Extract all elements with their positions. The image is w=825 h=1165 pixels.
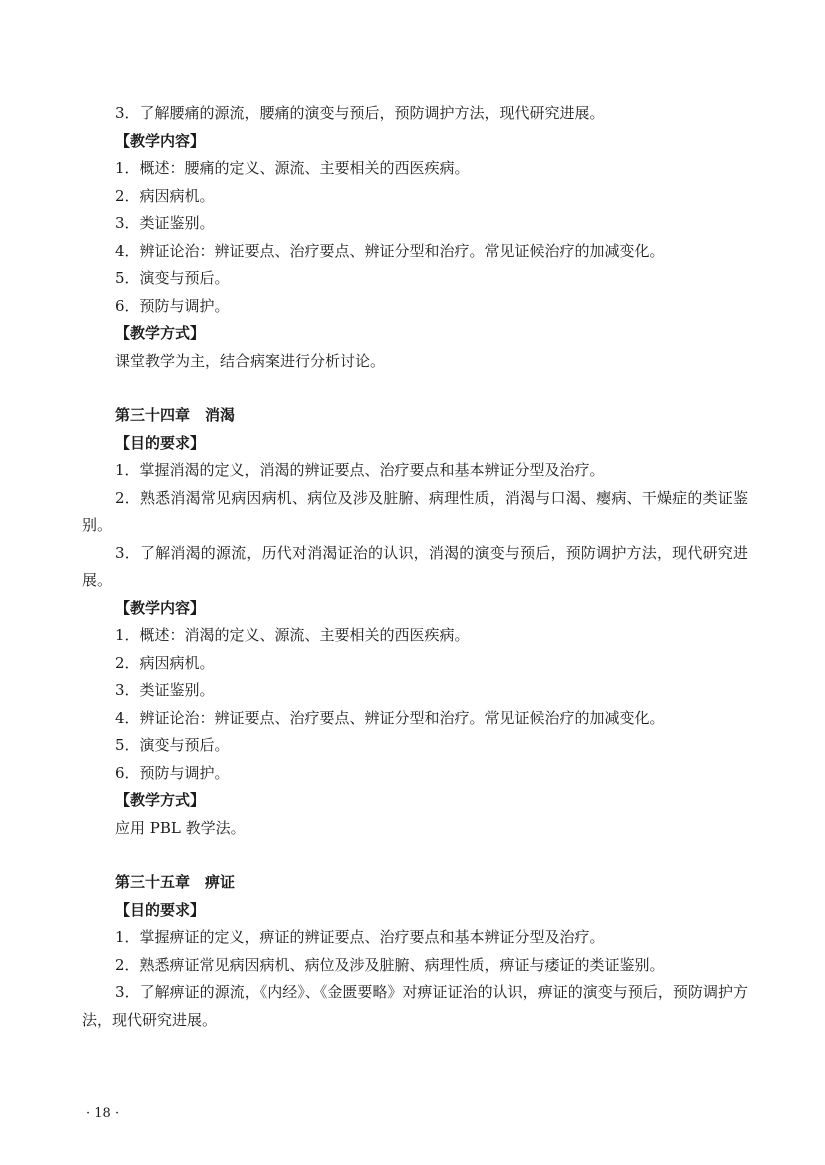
content-item: 6．预防与调护。: [115, 296, 230, 315]
document-page: [82, 100, 748, 1034]
content-item: 5．演变与预后。: [115, 269, 230, 287]
content-item: 6．预防与调护。: [115, 763, 230, 782]
section-gap: [82, 375, 748, 402]
goal-item: 1．掌握痹证的定义，痹证的辨证要点、治疗要点和基本辨证分型及治疗。: [115, 928, 605, 946]
chapter-title: 第三十五章 痹证: [115, 873, 236, 891]
content-item: 4．辨证论治：辨证要点、治疗要点、辨证分型和治疗。常见证候治疗的加减变化。: [115, 708, 665, 727]
method-text: 应用 PBL 教学法。: [115, 818, 246, 837]
goal-item: 2．熟悉消渴常见病因病机、病位及涉及脏腑、病理性质，消渴与口渴、瘿病、干燥症的类证鉴别。: [82, 488, 748, 534]
section-heading-goals: 【目的要求】: [115, 900, 206, 919]
section-gap: [82, 842, 748, 869]
goal-item: 1．掌握消渴的定义，消渴的辨证要点、治疗要点和基本辨证分型及治疗。: [115, 461, 605, 479]
content-item: 3．类证鉴别。: [115, 214, 215, 232]
goal-item: 2．熟悉痹证常见病因病机、病位及涉及脏腑、病理性质，痹证与痿证的类证鉴别。: [115, 955, 665, 974]
page-number: · 18 ·: [86, 1106, 120, 1121]
method-text: 课堂教学为主，结合病案进行分析讨论。: [115, 351, 386, 370]
content-item: 2．病因病机。: [115, 653, 215, 672]
section-heading-method: 【教学方式】: [115, 324, 206, 342]
chapter-title: 第三十四章 消渴: [115, 406, 236, 424]
section-heading-goals: 【目的要求】: [115, 433, 206, 452]
section-heading-method: 【教学方式】: [115, 791, 206, 809]
content-item: 2．病因病机。: [115, 186, 215, 205]
goal-item: 3．了解痹证的源流，《内经》、《金匮要略》对痹证证治的认识，痹证的演变与预后，预防调护方法，现代研究进展。: [82, 983, 748, 1029]
content-item: 1．概述：消渴的定义、源流、主要相关的西医疾病。: [115, 626, 470, 644]
content-item: 4．辨证论治：辨证要点、治疗要点、辨证分型和治疗。常见证候治疗的加减变化。: [115, 241, 665, 260]
content-item: 5．演变与预后。: [115, 736, 230, 754]
content-item: 3．类证鉴别。: [115, 681, 215, 699]
section-heading-content: 【教学内容】: [115, 131, 206, 150]
content-item: 1．概述：腰痛的定义、源流、主要相关的西医疾病。: [115, 159, 470, 177]
goal-item: 3．了解腰痛的源流，腰痛的演变与预后，预防调护方法，现代研究进展。: [115, 104, 605, 122]
section-heading-content: 【教学内容】: [115, 598, 206, 617]
goal-item: 3．了解消渴的源流，历代对消渴证治的认识，消渴的演变与预后，预防调护方法，现代研究进展。: [82, 543, 748, 589]
